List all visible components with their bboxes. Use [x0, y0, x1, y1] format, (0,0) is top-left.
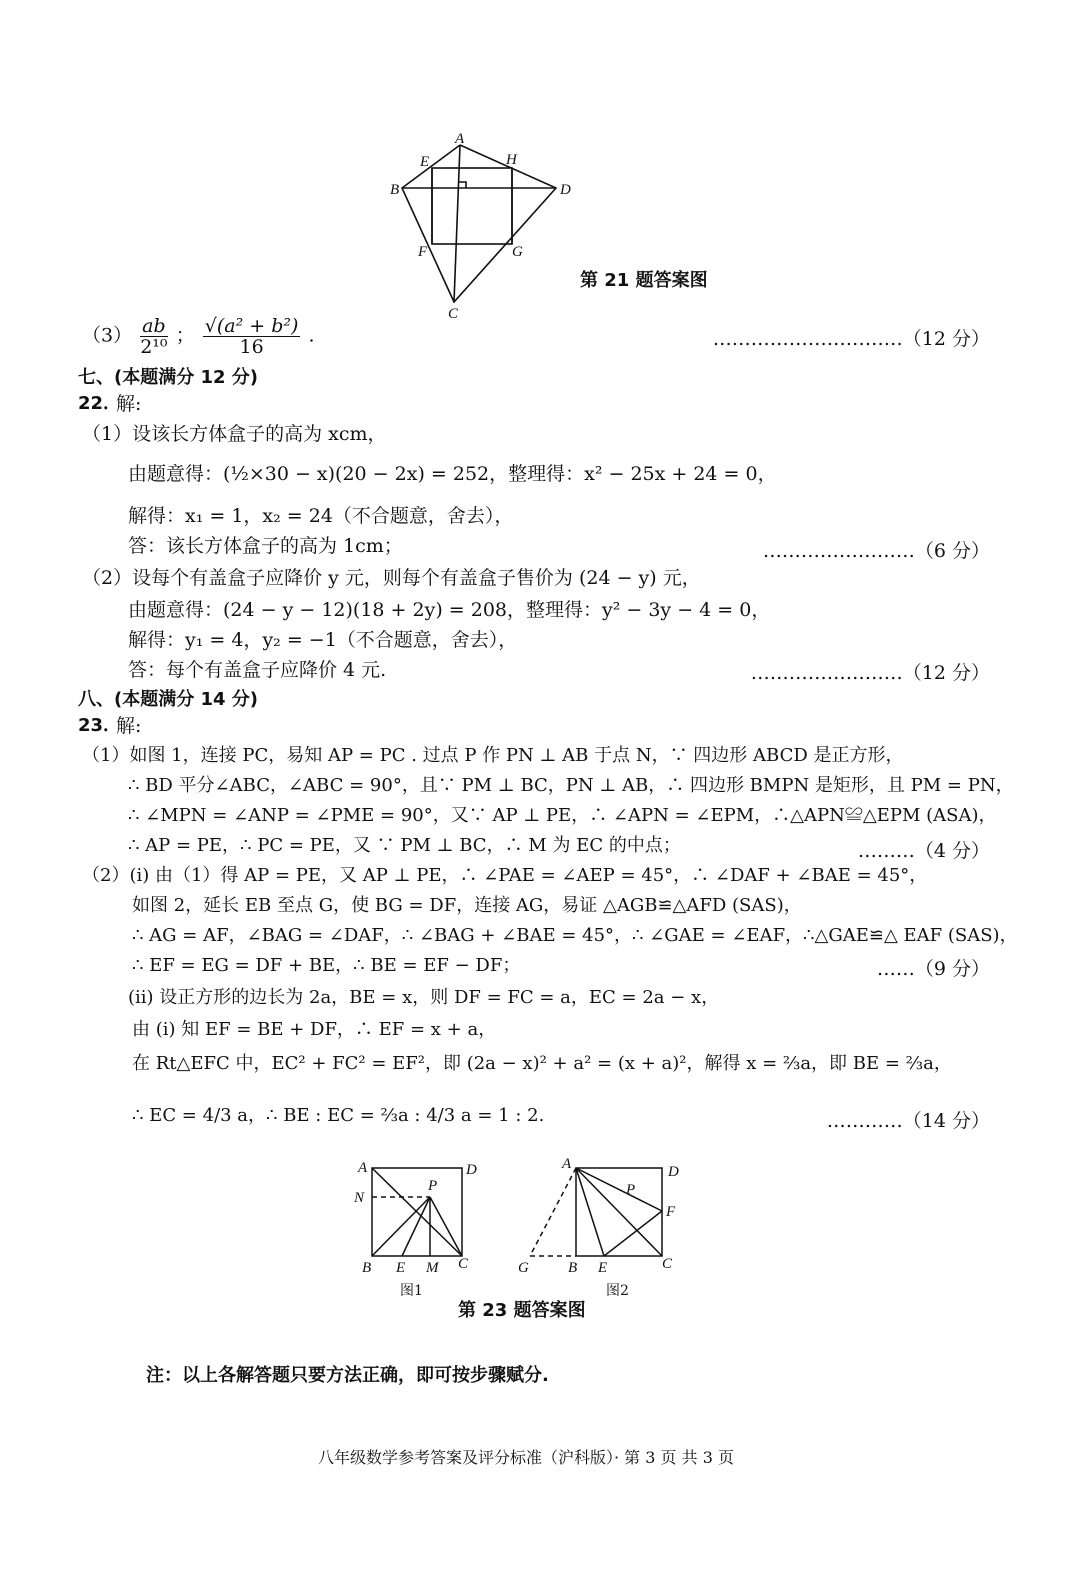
page-footer: 八年级数学参考答案及评分标准（沪科版）· 第 3 页 共 3 页: [318, 1448, 734, 1467]
q21-3-score: …………………………（12 分）: [712, 328, 990, 350]
fig21-caption: 第 21 题答案图: [580, 270, 708, 291]
fig23-caption: 第 23 题答案图: [458, 1300, 586, 1321]
q21-3-end: .: [308, 324, 315, 347]
fig23-1-label-e: E: [396, 1260, 406, 1276]
q21-3-frac2-den: 16: [239, 336, 264, 358]
q22-line-5: （2）设每个有盖盒子应降价 y 元，则每个有盖盒子售价为 (24 − y) 元，: [82, 567, 701, 589]
fig23-1-label-b: B: [362, 1260, 372, 1276]
q23-score-2: ……（9 分）: [876, 958, 990, 980]
q21-3-frac2: [203, 316, 301, 357]
q23-line-3: ∴ ∠MPN = ∠ANP = ∠PME = 90°，又∵ AP ⊥ PE，∴ ∠APN = ∠EPM，∴△APN≌△EPM (ASA)，: [128, 805, 997, 826]
fig21-label-e: E: [420, 154, 430, 170]
fig23-sub2: 图2: [606, 1283, 629, 1299]
q23-line-9: (ⅱ) 设正方形的边长为 2a，BE = x，则 DF = FC = a，EC = 2a − x，: [128, 987, 720, 1008]
fig23-1-label-c: C: [458, 1256, 469, 1272]
q21-3-sep: ；: [175, 324, 195, 347]
q21-3-line: [82, 316, 315, 357]
q23-line-8: ∴ EF = EG = DF + BE，∴ BE = EF − DF；: [132, 955, 521, 976]
fig21-label-d: D: [560, 182, 571, 198]
section-7-title: 七、(本题满分 12 分): [78, 367, 259, 388]
q22-line-1: （1）设该长方体盒子的高为 xcm，: [82, 423, 387, 445]
q21-3-prefix: （3）: [82, 324, 133, 347]
q22-line-6: 由题意得：(24 − y − 12)(18 + 2y) = 208，整理得：y² − 3y − 4 = 0，: [128, 599, 771, 621]
q23-line-12: ∴ EC = 4/3 a，∴ BE : EC = ⅔a : 4/3 a = 1 : 2.: [132, 1105, 545, 1126]
fig23-1-label-a: A: [358, 1160, 368, 1176]
q21-3-frac2-num: √(a² + b²): [204, 315, 299, 337]
q22-line-8: 答：每个有盖盒子应降价 4 元.: [128, 659, 387, 681]
fig21-label-c: C: [448, 306, 459, 322]
q23-line-4: ∴ AP = PE，∴ PC = PE，又 ∵ PM ⊥ BC，∴ M 为 EC 的中点；: [128, 835, 681, 856]
figure-21: [380, 130, 580, 325]
fig23-2-label-e: E: [598, 1260, 608, 1276]
fig23-2-label-p: P: [626, 1182, 636, 1198]
q23-number: 23．: [78, 715, 122, 736]
q23-line-6: 如图 2，延长 EB 至点 G，使 BG = DF，连接 AG，易证 △AGB≌△AFD (SAS)，: [132, 895, 802, 916]
q22-score-2: ……………………（12 分）: [750, 662, 990, 684]
fig23-sub1: 图1: [400, 1283, 423, 1299]
q23-score-3: …………（14 分）: [826, 1110, 990, 1132]
q22-score-1: ……………………（6 分）: [762, 540, 990, 562]
q22-line-7: 解得：y₁ = 4，y₂ = −1（不合题意，舍去），: [128, 629, 518, 651]
fig23-1-label-m: M: [426, 1260, 439, 1276]
q23-score-1: ………（4 分）: [857, 840, 990, 862]
q23-sol: 解:: [116, 715, 142, 737]
note: 注：以上各解答题只要方法正确，即可按步骤赋分.: [146, 1365, 549, 1386]
q23-line-10: 由 (ⅰ) 知 EF = BE + DF，∴ EF = x + a，: [132, 1019, 497, 1040]
q22-number: 22．: [78, 393, 122, 414]
fig23-2-label-b: B: [568, 1260, 578, 1276]
q21-3-frac1-den: 2¹⁰: [140, 336, 168, 358]
q23-line-11: 在 Rt△EFC 中，EC² + FC² = EF²，即 (2a − x)² + a² = (x + a)²，解得 x = ⅔a，即 BE = ⅔a，: [132, 1053, 952, 1074]
q23-line-7: ∴ AG = AF，∠BAG = ∠DAF，∴ ∠BAG + ∠BAE = 45°，∴ ∠GAE = ∠EAF，∴△GAE≌△ EAF (SAS)，: [132, 925, 1018, 946]
section-8-title: 八、(本题满分 14 分): [78, 689, 259, 710]
fig23-2-label-g: G: [518, 1260, 529, 1276]
fig21-label-b: B: [390, 182, 400, 198]
fig23-1-label-n: N: [354, 1190, 365, 1206]
fig23-1-label-p: P: [428, 1178, 438, 1194]
fig23-2-label-c: C: [662, 1256, 673, 1272]
q22-line-2: 由题意得：(½×30 − x)(20 − 2x) = 252，整理得：x² − 25x + 24 = 0，: [128, 463, 777, 485]
q23-line-5: （2）(ⅰ) 由（1）得 AP = PE，又 AP ⊥ PE，∴ ∠PAE = ∠AEP = 45°，∴ ∠DAF + ∠BAE = 45°，: [82, 865, 928, 886]
fig23-2-label-a: A: [562, 1158, 572, 1172]
fig23-2-label-f: F: [666, 1204, 676, 1220]
q23-line-1: （1）如图 1，连接 PC，易知 AP = PC . 过点 P 作 PN ⊥ AB 于点 N，∵ 四边形 ABCD 是正方形，: [82, 745, 904, 766]
fig23-1-label-d: D: [466, 1162, 477, 1178]
fig21-label-h: H: [506, 152, 517, 168]
fig21-label-f: F: [418, 244, 428, 260]
fig21-label-a: A: [455, 131, 465, 147]
q22-line-4: 答：该长方体盒子的高为 1cm；: [128, 535, 403, 557]
fig23-2-label-d: D: [668, 1164, 679, 1180]
figure-23: [340, 1158, 700, 1298]
q22-sol: 解:: [116, 393, 142, 415]
q22-line-3: 解得：x₁ = 1，x₂ = 24（不合题意，舍去），: [128, 505, 514, 527]
q23-line-2: ∴ BD 平分∠ABC，∠ABC = 90°，且∵ PM ⊥ BC，PN ⊥ AB，∴ 四边形 BMPN 是矩形，且 PM = PN，: [128, 775, 1014, 796]
q21-3-frac1: [140, 316, 168, 357]
q21-3-frac1-num: ab: [142, 315, 166, 337]
fig21-label-g: G: [512, 244, 523, 260]
